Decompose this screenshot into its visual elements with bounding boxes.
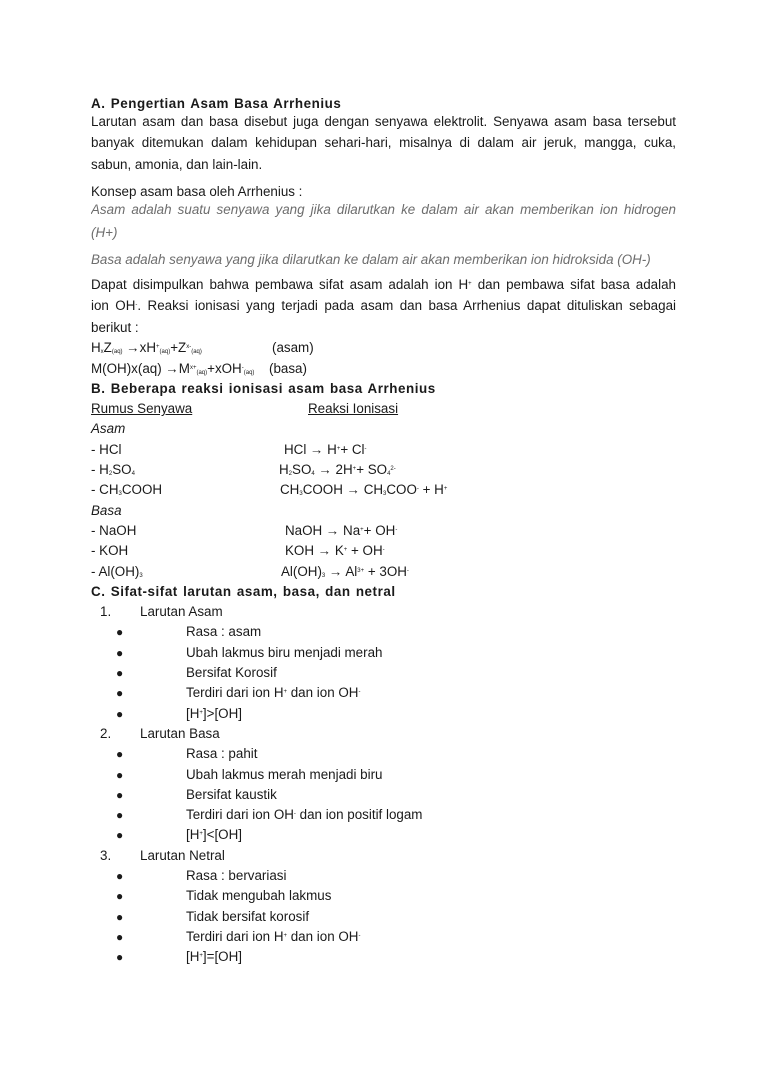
rumus-senyawa-header: Rumus Senyawa [91, 401, 193, 417]
bullet-icon: ● [116, 625, 124, 640]
kesimpulan-line-2: ion OH-. Reaksi ionisasi yang terjadi pada asam dan basa Arrhenius dapat dituliskan sebagai [91, 297, 676, 313]
bullet-icon: ● [116, 808, 124, 823]
basa-definition: Basa adalah senyawa yang jika dilarutkan ke dalam air akan memberikan ion hidroksida (OH-) [91, 252, 651, 268]
equation-basa: $M(OH)x(aq) \to M^{x+}_{(aq)}+xOH^-_{(aq)}$ (basa) [91, 359, 676, 379]
list-item: ● Terdiri dari ion H+ dan ion OH- [91, 683, 676, 703]
reaction-row-naoh: - NaOH NaOH → Na++ OH- [91, 522, 398, 538]
intro-paragraph-line-3: sabun, amonia, dan lain-lain. [91, 156, 263, 172]
equation-asam-label: (asam) [272, 340, 314, 356]
document-page [91, 94, 676, 967]
kesimpulan-line-1: Dapat disimpulkan bahwa pembawa sifat asam adalah ion H+ dan pembawa sifat basa adalah [91, 277, 676, 293]
konsep-label: Konsep asam basa oleh Arrhenius : [91, 184, 303, 200]
section-c-heading: C. Sifat-sifat larutan asam, basa, dan netral [91, 583, 396, 599]
bullet-icon: ● [116, 828, 124, 843]
list-item: ● [H+]=[OH] [91, 947, 676, 967]
reaction-row-aloh3: - $Al(OH)_3$ $Al(OH)_3 \to Al^{3+} + 3OH^-$ [91, 563, 409, 579]
bullet-icon: ● [116, 929, 124, 944]
list-item: ● Rasa : pahit [91, 744, 676, 764]
list-item: ● [H+]<[OH] [91, 825, 676, 845]
equation-basa-label: (basa) [269, 360, 307, 376]
list-item: ● Tidak bersifat korosif [91, 907, 676, 927]
list-item: ● Terdiri dari ion H+ dan ion OH- [91, 927, 676, 947]
basa-label: Basa [91, 502, 122, 518]
list-item: ● Rasa : bervariasi [91, 866, 676, 886]
equation-asam: $H_xZ_{(aq)} \to xH^+_{(aq)}+Z^{x-}_{(aq)}$ (asam) [91, 338, 676, 358]
bullet-icon: ● [116, 666, 124, 681]
reaction-row-koh: - KOH KOH → K+ + OH- [91, 543, 385, 559]
intro-paragraph-line-1: Larutan asam dan basa disebut juga dengan senyawa elektrolit. Senyawa asam basa tersebut [91, 114, 676, 130]
list-item-larutan-netral: 3. Larutan Netral [100, 847, 225, 863]
list-item: ● [H+]>[OH] [91, 704, 676, 724]
reaction-row-hcl: - HCl HCl → H++ Cl- [91, 441, 367, 457]
list-item-larutan-asam: 1. Larutan Asam [100, 604, 223, 620]
kesimpulan-line-3: berikut : [91, 319, 139, 335]
asam-label: Asam [91, 421, 126, 437]
bullet-icon: ● [116, 868, 124, 883]
table-header [91, 399, 676, 419]
section-b-heading: B. Beberapa reaksi ionisasi asam basa Arrhenius [91, 380, 436, 396]
list-item: ● Bersifat Korosif [91, 663, 676, 683]
section-a-heading: A. Pengertian Asam Basa Arrhenius [91, 96, 342, 111]
reaction-row-ch3cooh: - $CH_3COOH$ $CH_3COOH \to CH_3COO^- + H^+$ [91, 482, 448, 498]
list-item: ● Bersifat kaustik [91, 785, 676, 805]
asam-definition-line-1: Asam adalah suatu senyawa yang jika dilarutkan ke dalam air akan memberikan ion hidrogen [91, 202, 676, 218]
intro-paragraph-line-2: banyak ditemukan dalam kehidupan sehari-hari, misalnya di dalam air jeruk, mangga, cuka, [91, 134, 676, 150]
reaction-row-h2so4: - $H_2SO_4$ $H_2SO_4 \to 2H^++ SO_4^{2-}$ [91, 462, 396, 478]
list-item: ● Ubah lakmus biru menjadi merah [91, 643, 676, 663]
bullet-icon: ● [116, 686, 124, 701]
list-item: ● Rasa : asam [91, 622, 676, 642]
bullet-icon: ● [116, 645, 124, 660]
list-item: ● Tidak mengubah lakmus [91, 886, 676, 906]
bullet-icon: ● [116, 889, 124, 904]
bullet-icon: ● [116, 767, 124, 782]
bullet-icon: ● [116, 787, 124, 802]
asam-definition-line-2: (H+) [91, 224, 118, 240]
list-item-larutan-basa: 2. Larutan Basa [100, 725, 220, 741]
reaksi-ionisasi-header: Reaksi Ionisasi [308, 401, 399, 417]
bullet-icon: ● [116, 747, 124, 762]
bullet-icon: ● [116, 950, 124, 965]
bullet-icon: ● [116, 706, 124, 721]
list-item: ● Ubah lakmus merah menjadi biru [91, 765, 676, 785]
bullet-icon: ● [116, 909, 124, 924]
list-item: ● Terdiri dari ion OH- dan ion positif logam [91, 805, 676, 825]
